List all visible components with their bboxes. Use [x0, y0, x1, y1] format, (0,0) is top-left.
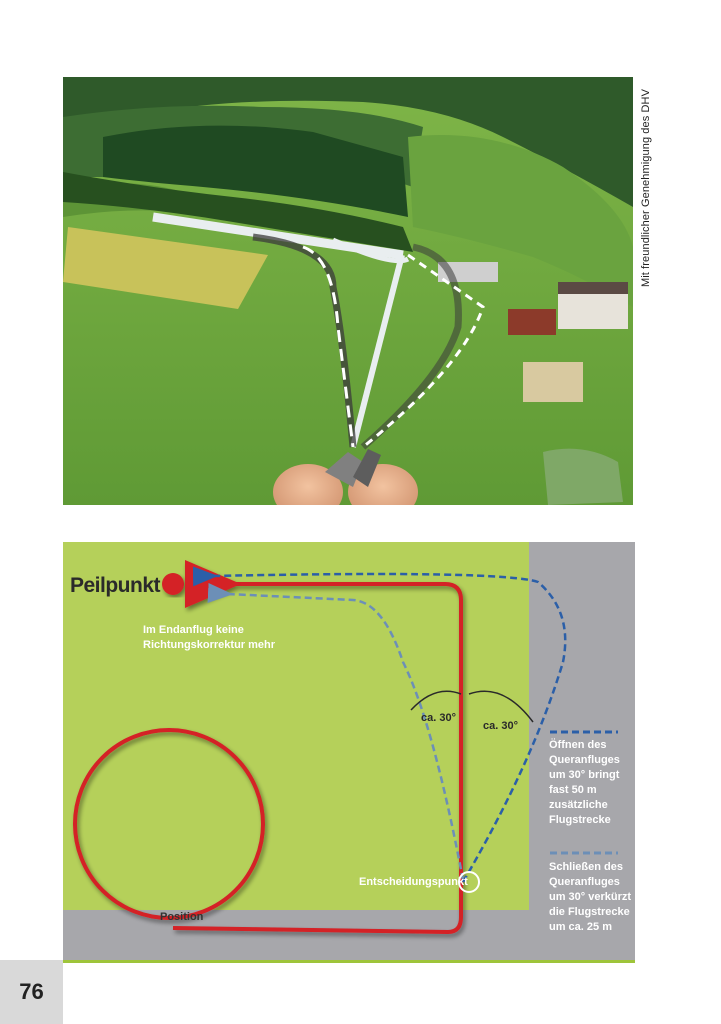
- final-approach-note: Im Endanflug keine Richtungskorrektur mehr: [143, 624, 276, 651]
- page-number: 76: [0, 960, 63, 1024]
- angle-label-right: ca. 30°: [483, 720, 518, 732]
- target-dot: [162, 573, 184, 595]
- target-label: Peilpunkt: [70, 574, 161, 597]
- legend-close-text: Schließen des Queranfluges um 30° verkürzt die Flugstrecke um ca. 25 m: [549, 861, 632, 933]
- legend-open-text: Öffnen des Queranfluges um 30° bringt fast 50 m zusätzliche Flugstrecke: [549, 739, 620, 826]
- angle-label-left: ca. 30°: [421, 712, 456, 724]
- position-label: Position: [160, 911, 204, 923]
- approach-diagram: [63, 542, 635, 960]
- footer-rule: [63, 960, 635, 963]
- aerial-photo: [63, 77, 633, 505]
- photo-credit: Mit freundlicher Genehmigung des DHV: [640, 88, 652, 287]
- decision-point-label: Entscheidungspunkt: [359, 876, 468, 888]
